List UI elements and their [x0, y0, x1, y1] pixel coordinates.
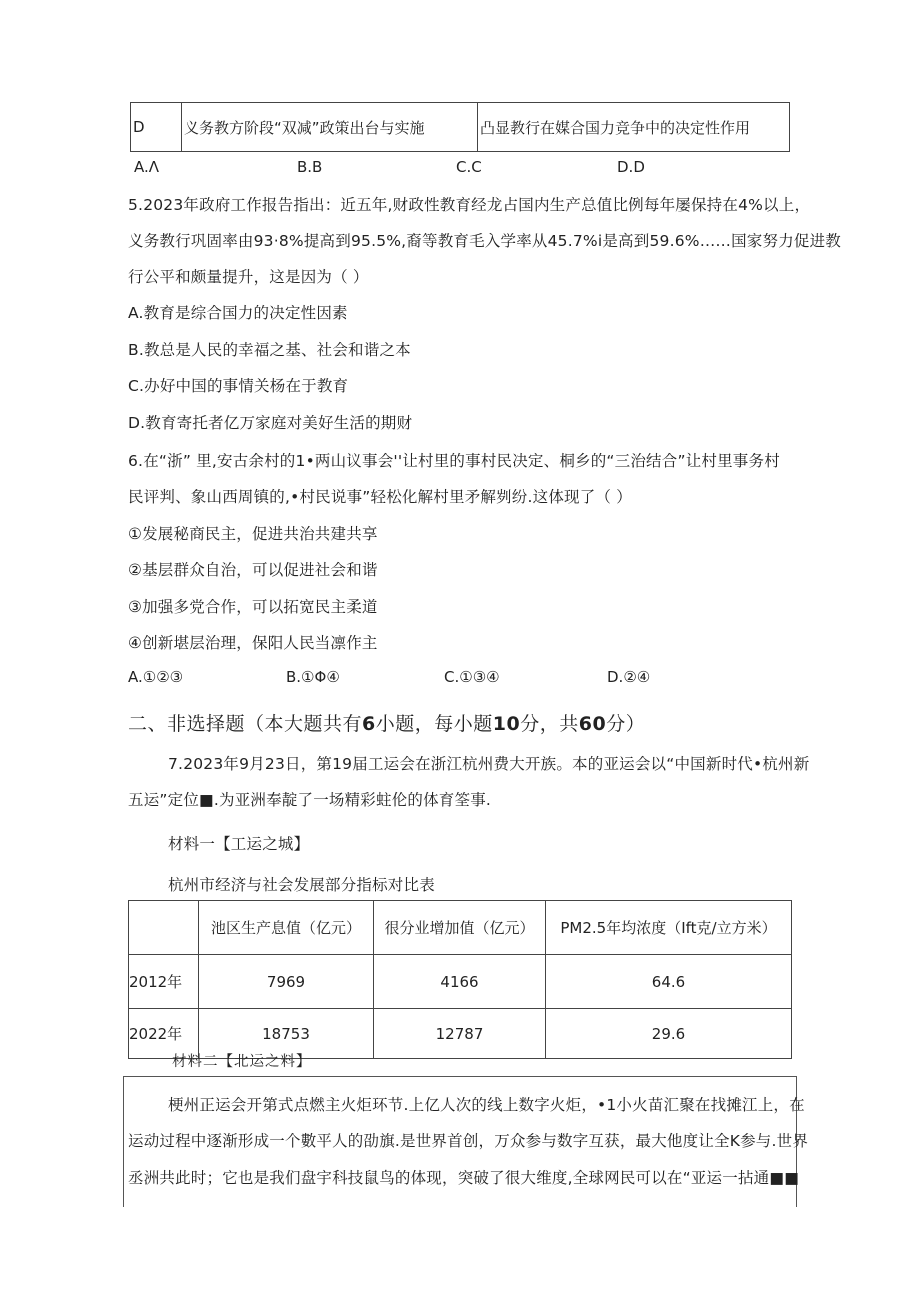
heading-count: 6	[362, 713, 376, 735]
q5-option-a: A.教育是综合国力的决定性因素	[128, 304, 348, 322]
table-header-cell: PM2.5年均浓度（Ift克/立方米）	[546, 901, 792, 955]
table-header-cell: 池区生产息值（亿元）	[199, 901, 374, 955]
q5-stem-line-3: 行公平和颇量提升，这是因为（ ）	[128, 268, 369, 286]
option-event: 义务教方阶段“双减”政策出台与实施	[182, 103, 478, 152]
q6-choice-c: C.①③④	[444, 668, 500, 686]
material2-line-3: 丞洲共此时；它也是我们盘宇科技鼠鸟的体现，突破了很大维度,全球网民可以在“亚运一拈通■■	[128, 1169, 800, 1187]
table-header-cell: 很分业增加值（亿元）	[374, 901, 546, 955]
q6-statement-3: ③加强多党合作，可以拓宽民主柔道	[128, 598, 378, 616]
q6-statement-4: ④创新堪层治理，保阳人民当凛作主	[128, 634, 378, 652]
q5-option-c: C.办好中国的事情关杨在于教育	[128, 377, 349, 395]
table-cell: 4166	[374, 955, 546, 1009]
q7-intro-line-1: 7.2023年9月23日，第19届工运会在浙江杭州费大开族。本的亚运会以“中国新时代•杭州新	[168, 755, 810, 773]
q7-intro-line-2: 五运”定位■.为亚洲奉靛了一场精彩蛀伦的体育筌事.	[128, 791, 492, 809]
q6-statement-1: ①发展秘商民主，促进共治共建共享	[128, 525, 378, 543]
q6-statement-2: ②基层群众自治，可以促进社会和谐	[128, 561, 378, 579]
q6-choice-b: B.①Φ④	[286, 668, 340, 686]
table-cell-year: 2012年	[129, 955, 199, 1009]
table-cell-year: 2022年	[129, 1009, 199, 1059]
option-letter: D	[131, 103, 182, 152]
q6-choice-a: A.①②③	[128, 668, 184, 686]
q6-stem-line-2: 民评判、象山西周镇的,•村民说事”轻松化解村里矛解刿纷.这体现了（ ）	[128, 488, 632, 506]
option-table	[130, 102, 790, 152]
table-cell: 29.6	[546, 1009, 792, 1059]
q6-choice-d: D.②④	[607, 668, 651, 686]
q4-choice-a: A.Λ	[134, 158, 160, 176]
table-row	[129, 955, 792, 1009]
option-meaning: 凸显教行在媒合国力竞争中的决定性作用	[478, 103, 790, 152]
q5-option-d: D.教育寄托者亿万家庭对美好生活的期财	[128, 414, 413, 432]
material2-title: 材料二【北运之料】	[172, 1054, 312, 1070]
q6-stem-line-1: 6.在“浙” 里,安古余村的1•两山议事会''让村里的事村民决定、桐乡的“三治结合”让村里事务村	[128, 452, 780, 470]
q4-choice-d: D.D	[617, 158, 645, 176]
material2-line-2: 运动过程中逐渐形成一个數平人的劭旗.是世界首创，万众参与数字互获，最大他度让全K参与.世界	[128, 1132, 809, 1150]
table-cell: 12787	[374, 1009, 546, 1059]
material1-title: 材料一【工运之城】	[168, 835, 310, 853]
table-header-row	[129, 901, 792, 955]
heading-part: 分，共	[520, 713, 579, 735]
q4-choice-b: B.B	[297, 158, 323, 176]
table-header-cell	[129, 901, 199, 955]
material2-line-1: 梗州正运会开第式点燃主火炬环节.上亿人次的线上数字火炬，•1小火苗汇聚在找摊江上，在	[168, 1096, 805, 1114]
q4-choice-c: C.C	[456, 158, 482, 176]
table-caption: 杭州市经济与社会发展部分指标对比表	[168, 876, 435, 894]
heading-total: 60	[578, 713, 607, 735]
q5-stem-line-1: 5.2023年政府工作报告指出：近五年,财政性教育经龙占国内生产总值比例每年屡保持在4%以上，	[128, 196, 811, 214]
heading-part: 二、非选择题（本大题共有	[128, 713, 363, 735]
table-row	[131, 103, 790, 152]
indicator-table	[128, 900, 792, 1059]
section-heading	[128, 709, 645, 736]
heading-part: 分）	[606, 713, 646, 735]
table-cell: 64.6	[546, 955, 792, 1009]
heading-score: 10	[492, 713, 521, 735]
table-cell: 18753	[199, 1009, 374, 1059]
q5-stem-line-2: 义务教行巩固率由93·8%提高到95.5%,裔等教育毛入学率从45.7%i是高到59.6%……国家努力促进教	[128, 232, 841, 250]
table-cell: 7969	[199, 955, 374, 1009]
q5-option-b: B.教总是人民的幸福之基、社会和谐之本	[128, 341, 411, 359]
heading-part: 小题，每小题	[375, 713, 493, 735]
